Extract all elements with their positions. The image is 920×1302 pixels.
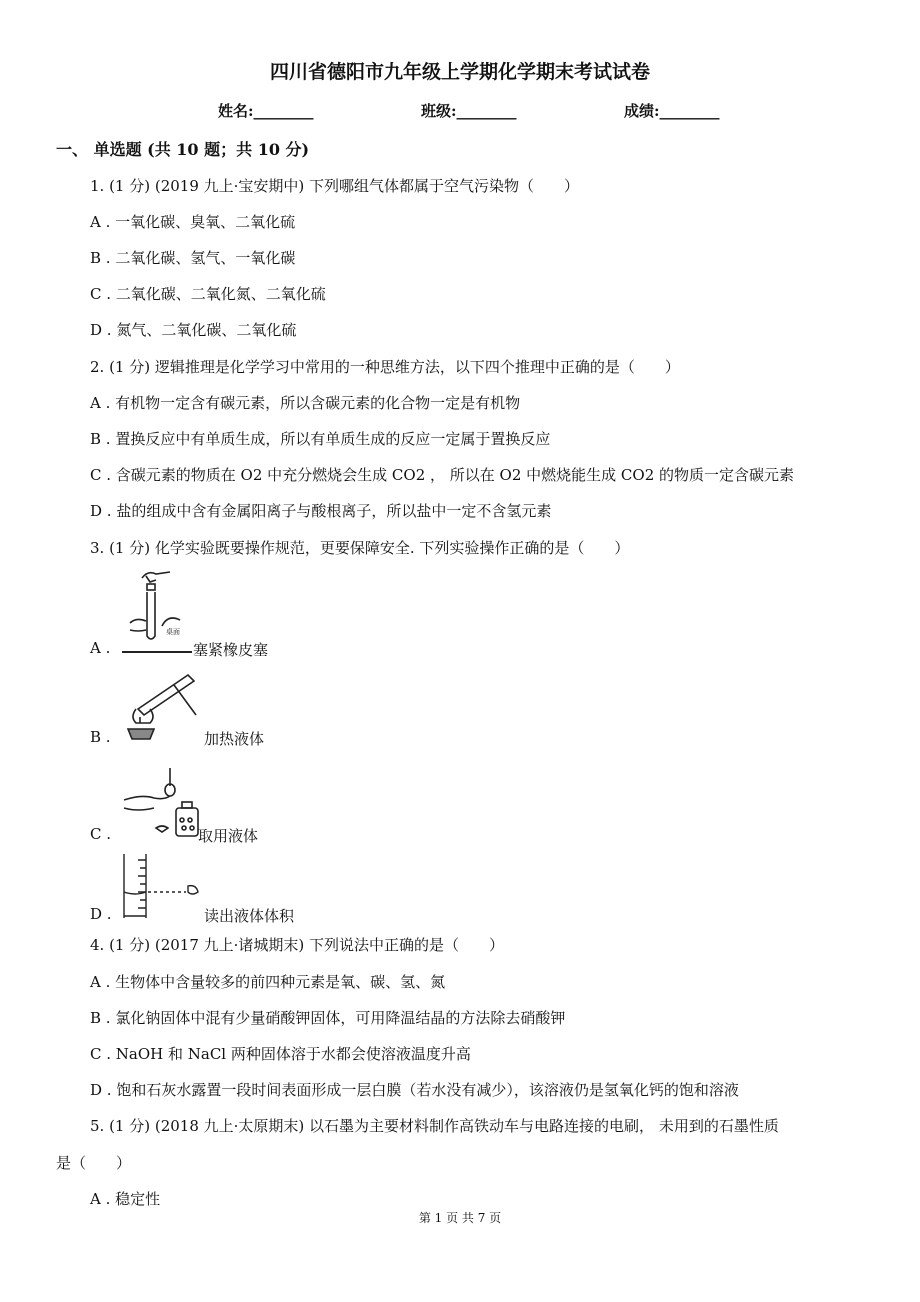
question-2-option-b: B . 置换反应中有单质生成，所以有单质生成的反应一定属于置换反应 — [90, 430, 551, 448]
question-5-option-a: A . 稳定性 — [90, 1190, 161, 1208]
question-3-option-c-letter: C . — [90, 825, 112, 843]
question-3-option-d-text: 读出液体体积 — [204, 907, 295, 925]
svg-text:桌面: 桌面 — [166, 628, 180, 636]
question-3-option-a-letter: A . — [90, 639, 111, 657]
question-4-stem: 4. (1 分) (2017 九上·诸城期末) 下列说法中正确的是（ ） — [90, 936, 505, 954]
question-2-option-a: A . 有机物一定含有碳元素，所以含碳元素的化合物一定是有机物 — [90, 394, 521, 412]
question-5-stem-line1: 5. (1 分) (2018 九上·太原期末) 以石墨为主要材料制作高铁动车与电路连接的电刷， 未用到的石墨性质 — [90, 1117, 779, 1135]
score-field-label: 成绩:________ — [624, 102, 720, 120]
question-4-option-a: A . 生物体中含量较多的前四种元素是氧、碳、氢、氮 — [90, 973, 446, 991]
question-1-option-a: A . 一氧化碳、臭氧、二氧化硫 — [90, 213, 296, 231]
class-field-label: 班级:________ — [421, 102, 517, 120]
question-3-option-b-text: 加热液体 — [204, 730, 265, 748]
question-4-option-d: D . 饱和石灰水露置一段时间表面形成一层白膜（若水没有减少），该溶液仍是氢氧化钙的饱和溶液 — [90, 1081, 739, 1099]
question-4-option-b: B . 氯化钠固体中混有少量硝酸钾固体，可用降温结晶的方法除去硝酸钾 — [90, 1009, 566, 1027]
name-field-label: 姓名:________ — [218, 102, 314, 120]
page-footer: 第 1 页 共 7 页 — [418, 1211, 502, 1225]
dropper-bottle-icon — [120, 764, 202, 844]
question-2-option-d: D . 盐的组成中含有金属阳离子与酸根离子，所以盐中一定不含氢元素 — [90, 502, 552, 520]
question-3-stem: 3. (1 分) 化学实验既要操作规范，更要保障安全. 下列实验操作正确的是（ ） — [90, 539, 630, 557]
question-3-option-d-letter: D . — [90, 905, 112, 923]
question-2-option-c: C . 含碳元素的物质在 O2 中充分燃烧会生成 CO2 ， 所以在 O2 中燃烧能生成 CO2 的物质一定含碳元素 — [90, 466, 795, 484]
test-tube-stopper-icon — [120, 568, 192, 658]
question-1-option-d: D . 氮气、二氧化碳、二氧化硫 — [90, 321, 297, 339]
section-heading: 一、 单选题 (共 10 题；共 10 分) — [56, 140, 310, 159]
question-1-option-c: C . 二氧化碳、二氧化氮、二氧化硫 — [90, 285, 326, 303]
question-2-stem: 2. (1 分) 逻辑推理是化学学习中常用的一种思维方法，以下四个推理中正确的是（ ） — [90, 358, 680, 376]
question-3-option-c-text: 取用液体 — [198, 827, 259, 845]
heating-liquid-icon — [118, 667, 208, 745]
question-3-option-b-letter: B . — [90, 728, 111, 746]
question-3-option-a-text: 塞紧橡皮塞 — [193, 641, 269, 659]
page-title: 四川省德阳市九年级上学期化学期末考试试卷 — [269, 61, 650, 83]
graduated-cylinder-icon — [118, 852, 202, 920]
question-5-stem-line2: 是（ ） — [56, 1154, 132, 1172]
question-1-option-b: B . 二氧化碳、氢气、一氧化碳 — [90, 249, 296, 267]
question-1-stem: 1. (1 分) (2019 九上·宝安期中) 下列哪组气体都属于空气污染物（ ） — [90, 177, 580, 195]
question-4-option-c: C . NaOH 和 NaCl 两种固体溶于水都会使溶液温度升高 — [90, 1045, 471, 1063]
